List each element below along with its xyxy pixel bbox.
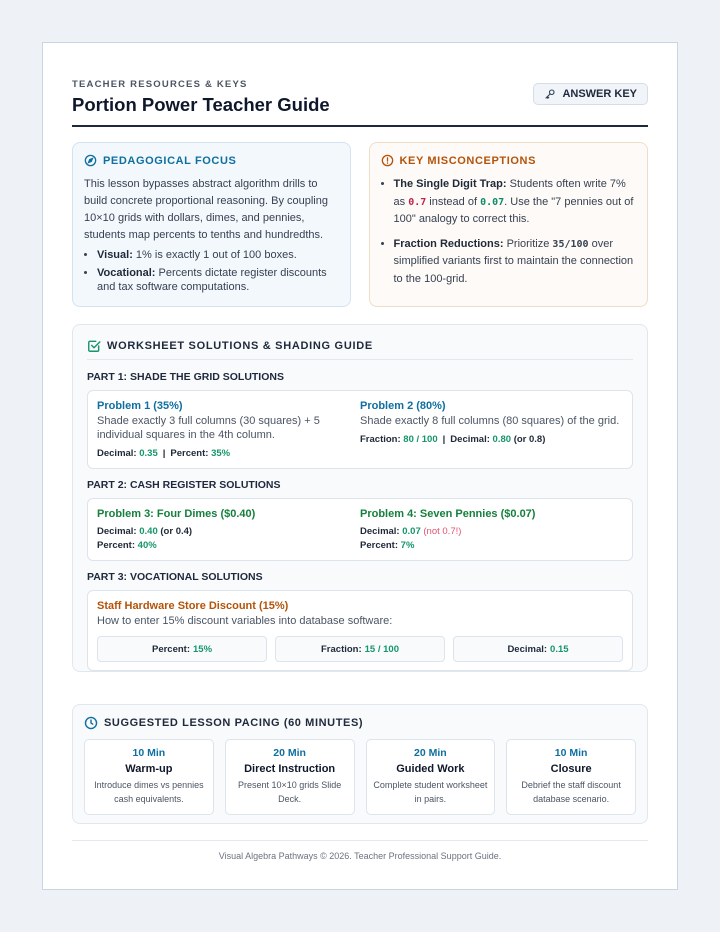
part2-box <box>87 498 633 561</box>
list-item: • Fraction Reductions: Prioritize 35/100 over simplified variants first to maintain the connection to the 100-grid. <box>394 236 637 289</box>
page-footer: Visual Algebra Pathways © 2026. Teacher Professional Support Guide. <box>72 840 648 861</box>
pacing-step-warmup: 10 Min Warm-up Introduce dimes vs pennies cash equivalents. <box>84 739 214 815</box>
guide-page <box>42 42 678 890</box>
pacing-step-direct-instruction: 20 Min Direct Instruction Present 10×10 grids Slide Deck. <box>225 739 355 815</box>
pacing-step-closure: 10 Min Closure Debrief the staff discount database scenario. <box>506 739 636 815</box>
problem-4: Problem 4: Seven Pennies ($0.07) Decimal: 0.07 (not 0.7!) Percent: 7% <box>360 508 536 551</box>
part3-title: PART 3: VOCATIONAL SOLUTIONS <box>87 571 263 583</box>
solutions-section <box>72 324 648 672</box>
list-item: • Vocational: Percents dictate register discounts and tax software computations. <box>97 266 339 294</box>
pacing-heading: SUGGESTED LESSON PACING (60 MINUTES) <box>84 716 636 730</box>
part2-title: PART 2: CASH REGISTER SOLUTIONS <box>87 479 281 491</box>
eyebrow: TEACHER RESOURCES & KEYS <box>72 79 248 90</box>
badge-label: ANSWER KEY <box>562 88 637 100</box>
clock-icon <box>84 716 98 730</box>
pacing-section <box>72 704 648 824</box>
list-item: • Visual: 1% is exactly 1 out of 100 boxes. <box>97 248 339 262</box>
discount-case-title: Staff Hardware Store Discount (15%) <box>97 600 289 612</box>
key-icon <box>544 88 556 100</box>
answer-key-badge <box>533 83 648 105</box>
pedagogical-focus-card <box>72 142 351 307</box>
fraction-value: Fraction: 15 / 100 <box>275 636 445 662</box>
part3-box <box>87 590 633 671</box>
solutions-heading: WORKSHEET SOLUTIONS & SHADING GUIDE <box>87 339 633 360</box>
list-item: • The Single Digit Trap: Students often write 7% as 0.7 instead of 0.07. Use the "7 pennies out of 100" analogy to correct this. <box>394 176 637 229</box>
page-header <box>72 79 648 127</box>
discount-values <box>97 636 623 662</box>
problem-3: Problem 3: Four Dimes ($0.40) Decimal: 0.40 (or 0.4) Percent: 40% <box>97 508 256 551</box>
problem-1: Problem 1 (35%) Shade exactly 3 full columns (30 squares) + 5 individual squares in the 4th column. Decimal: 0.35 | Percent: 35% <box>97 400 320 459</box>
page-title: Portion Power Teacher Guide <box>72 94 330 115</box>
focus-list <box>84 248 339 294</box>
pacing-step-guided-work: 20 Min Guided Work Complete student worksheet in pairs. <box>366 739 496 815</box>
compass-icon <box>84 154 97 167</box>
misconceptions-list <box>381 176 637 288</box>
misconceptions-card <box>369 142 649 307</box>
alert-circle-icon <box>381 154 394 167</box>
part1-title: PART 1: SHADE THE GRID SOLUTIONS <box>87 371 284 383</box>
misconceptions-heading: KEY MISCONCEPTIONS <box>381 154 637 167</box>
discount-case-desc: How to enter 15% discount variables into database software: <box>97 615 393 627</box>
part1-box <box>87 390 633 469</box>
checkbox-icon <box>87 339 101 353</box>
focus-paragraph: This lesson bypasses abstract algorithm drills to build concrete proportional reasoning. By coupling 10×10 grids with dollars, dimes, and pennies, students map percents to tenths and hundredths. <box>84 178 328 241</box>
focus-heading: PEDAGOGICAL FOCUS <box>84 154 339 167</box>
percent-value: Percent: 15% <box>97 636 267 662</box>
problem-2: Problem 2 (80%) Shade exactly 8 full columns (80 squares) of the grid. Fraction: 80 / 100 | Decimal: 0.80 (or 0.8) <box>360 400 620 445</box>
decimal-value: Decimal: 0.15 <box>453 636 623 662</box>
